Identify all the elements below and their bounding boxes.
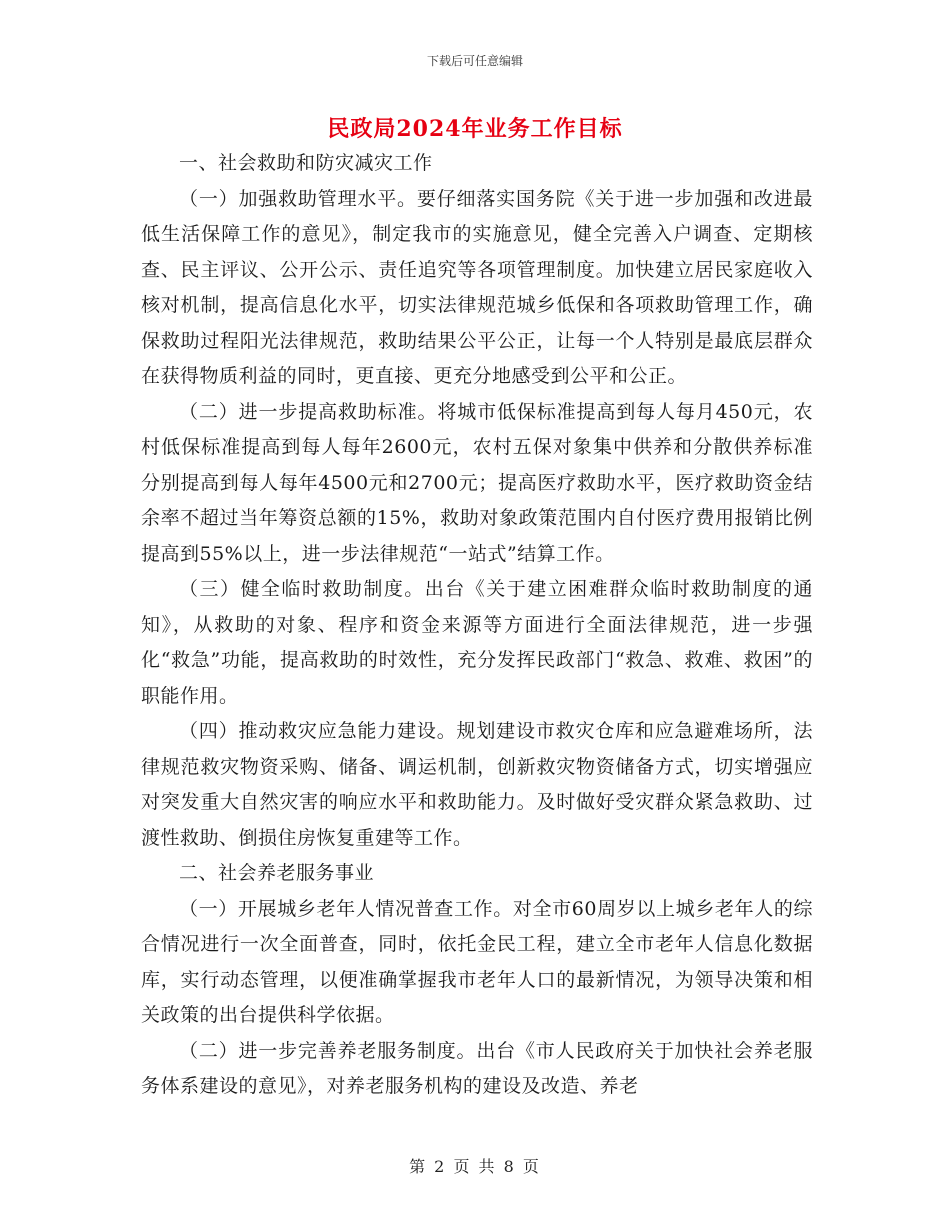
- paragraph-2-1: （一）开展城乡老年人情况普查工作。对全市60周岁以上城乡老年人的综合情况进行一次全面普查，同时，依托金民工程，建立全市老年人信息化数据库，实行动态管理，以便准确掌握我市老年人口的最新情况，为领导决策和相关政策的出台提供科学依据。: [141, 897, 813, 1026]
- paragraph-1-2: （二）进一步提高救助标准。将城市低保标准提高到每人每月450元，农村低保标准提高到每人每年2600元，农村五保对象集中供养和分散供养标准分别提高到每人每年4500元和2700元；提高医疗救助水平，医疗救助资金结余率不超过当年筹资总额的15%，救助对象政策范围内自付医疗费用报销比例提高到55%以上，进一步法律规范“一站式”结算工作。: [141, 400, 813, 565]
- paragraph-1-1: （一）加强救助管理水平。要仔细落实国务院《关于进一步加强和改进最低生活保障工作的意见》，制定我市的实施意见，健全完善入户调查、定期核查、民主评议、公开公示、责任追究等各项管理制度。加快建立居民家庭收入核对机制，提高信息化水平，切实法律规范城乡低保和各项救助管理工作，确保救助过程阳光法律规范，救助结果公平公正，让每一个人特别是最底层群众在获得物质利益的同时，更直接、更充分地感受到公平和公正。: [141, 187, 813, 387]
- section-heading-2: 二、社会养老服务事业: [179, 862, 375, 884]
- header-note: 下载后可任意编辑: [426, 54, 523, 68]
- paragraph-1-3: （三）健全临时救助制度。出台《关于建立困难群众临时救助制度的通知》，从救助的对象、程序和资金来源等方面进行全面法律规范，进一步强化“救急”功能，提高救助的时效性，充分发挥民政部门“救急、救难、救困”的职能作用。: [141, 578, 813, 707]
- paragraph-2-2: （二）进一步完善养老服务制度。出台《市人民政府关于加快社会养老服务体系建设的意见》，对养老服务机构的建设及改造、养老: [141, 1039, 813, 1097]
- section-heading-1: 一、社会救助和防灾减灾工作: [179, 152, 433, 174]
- paragraph-1-4: （四）推动救灾应急能力建设。规划建设市救灾仓库和应急避难场所，法律规范救灾物资采购、储备、调运机制，创新救灾物资储备方式，切实增强应对突发重大自然灾害的响应水平和救助能力。及时做好受灾群众紧急救助、过渡性救助、倒损住房恢复重建等工作。: [141, 720, 813, 849]
- document-body: [141, 146, 813, 1105]
- page-number: 第 2 页 共 8 页: [409, 1157, 541, 1176]
- document-title: 民政局2024年业务工作目标: [327, 116, 623, 142]
